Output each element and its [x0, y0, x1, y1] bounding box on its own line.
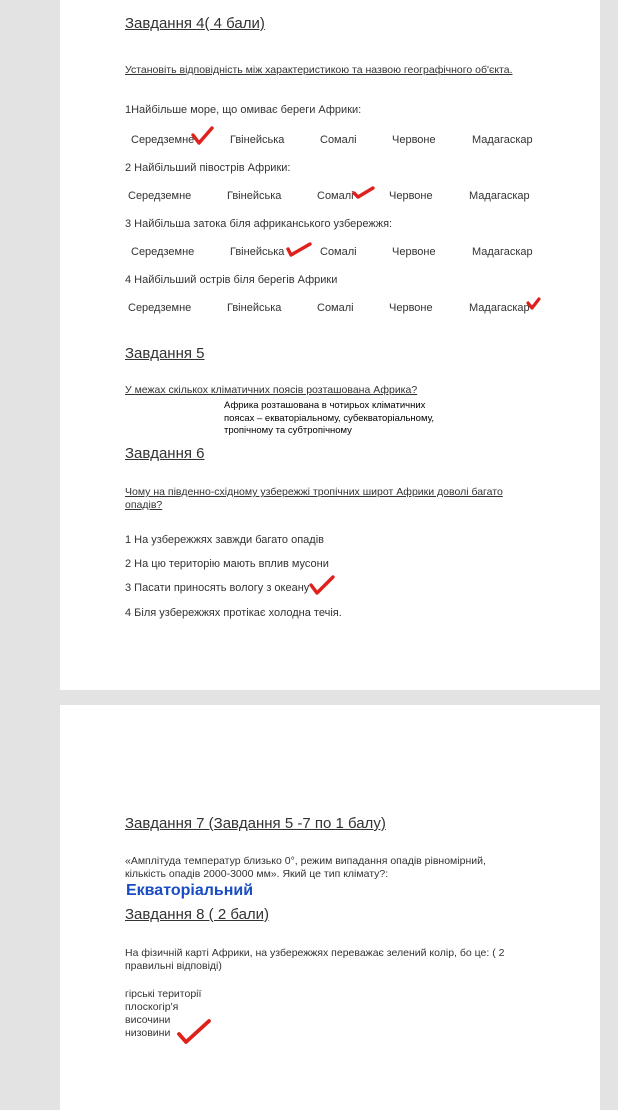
task8-option-4: низовини	[125, 1027, 171, 1039]
task5-question: У межах скількох кліматичних поясів розташована Африка?	[125, 384, 418, 396]
task7-typed-answer: Екваторіальний	[126, 882, 254, 899]
task6-option-4: 4 Біля узбережжях протікає холодна течія.	[125, 607, 342, 619]
q1-option-5: Мадагаскар	[472, 134, 533, 146]
q2-option-2: Гвінейська	[227, 190, 282, 202]
task8-option-1: гірські території	[125, 988, 202, 1000]
q1-option-2: Гвінейська	[230, 134, 285, 146]
check-mark-icon	[191, 126, 215, 146]
task8-question-line-1: На фізичній карті Африки, на узбережжях переважає зелений колір, бо це: ( 2	[125, 947, 505, 959]
q4-option-3: Сомалі	[317, 302, 354, 314]
check-mark-icon	[308, 574, 336, 596]
check-mark-icon	[285, 240, 313, 258]
task8-option-2: плоскогір'я	[125, 1001, 179, 1013]
task5-title: Завдання 5	[125, 345, 205, 362]
q2-option-3: Сомалі	[317, 190, 354, 202]
q3-option-1: Середземне	[131, 246, 195, 258]
task8-title: Завдання 8 ( 2 бали)	[125, 906, 270, 923]
q2-option-5: Мадагаскар	[469, 190, 530, 202]
task6-question-line-1: Чому на південно-східному узбережжі тропічних широт Африки доволі багато	[125, 486, 503, 498]
q3-option-3: Сомалі	[320, 246, 357, 258]
task4-question-3: 3 Найбільша затока біля африканського узбережжя:	[125, 218, 393, 230]
task4-question-4: 4 Найбільший острів біля берегів Африки	[125, 274, 338, 286]
q4-option-1: Середземне	[128, 302, 192, 314]
q3-option-4: Червоне	[392, 246, 436, 258]
q1-option-3: Сомалі	[320, 134, 357, 146]
task5-typed-answer: Африка розташована в чотирьох кліматичних поясах – екваторіальному, субекваторіальному, тропічному та субтропічному	[224, 400, 435, 436]
q2-option-1: Середземне	[128, 190, 192, 202]
document-page-1	[60, 0, 600, 690]
task4-question-1: 1Найбільше море, що омиває береги Африки:	[125, 104, 362, 116]
q4-option-4: Червоне	[389, 302, 433, 314]
document-page-2	[60, 705, 600, 1110]
task4-title: Завдання 4( 4 бали)	[125, 15, 265, 32]
q1-option-4: Червоне	[392, 134, 436, 146]
q3-option-5: Мадагаскар	[472, 246, 533, 258]
check-mark-icon	[526, 297, 542, 313]
task7-question-line-1: «Амплітуда температур близько 0°, режим випадання опадів рівномірний,	[125, 855, 486, 867]
task8-option-3: височини	[125, 1014, 171, 1026]
task4-question-2: 2 Найбільший півострів Африки:	[125, 162, 291, 174]
check-mark-icon	[175, 1017, 213, 1045]
task7-question-line-2: кількість опадів 2000-3000 мм». Який це тип клімату?:	[125, 868, 389, 880]
task6-question-line-2: опадів?	[125, 499, 163, 511]
task6-option-3: 3 Пасати приносять вологу з океану	[125, 582, 310, 594]
task4-instruction: Установіть відповідність між характеристикою та назвою географічного об'єкта.	[125, 64, 513, 76]
task6-option-2: 2 На цю територію мають вплив мусони	[125, 558, 329, 570]
q2-option-4: Червоне	[389, 190, 433, 202]
task8-question-line-2: правильні відповіді)	[125, 960, 222, 972]
task6-title: Завдання 6	[125, 445, 205, 462]
task6-option-1: 1 На узбережжях завжди багато опадів	[125, 534, 325, 546]
task7-title: Завдання 7 (Завдання 5 -7 по 1 балу)	[125, 815, 386, 832]
q3-option-2: Гвінейська	[230, 246, 285, 258]
q1-option-1: Середземне	[131, 134, 195, 146]
q4-option-2: Гвінейська	[227, 302, 282, 314]
q4-option-5: Мадагаскар	[469, 302, 530, 314]
check-mark-icon	[352, 184, 376, 200]
